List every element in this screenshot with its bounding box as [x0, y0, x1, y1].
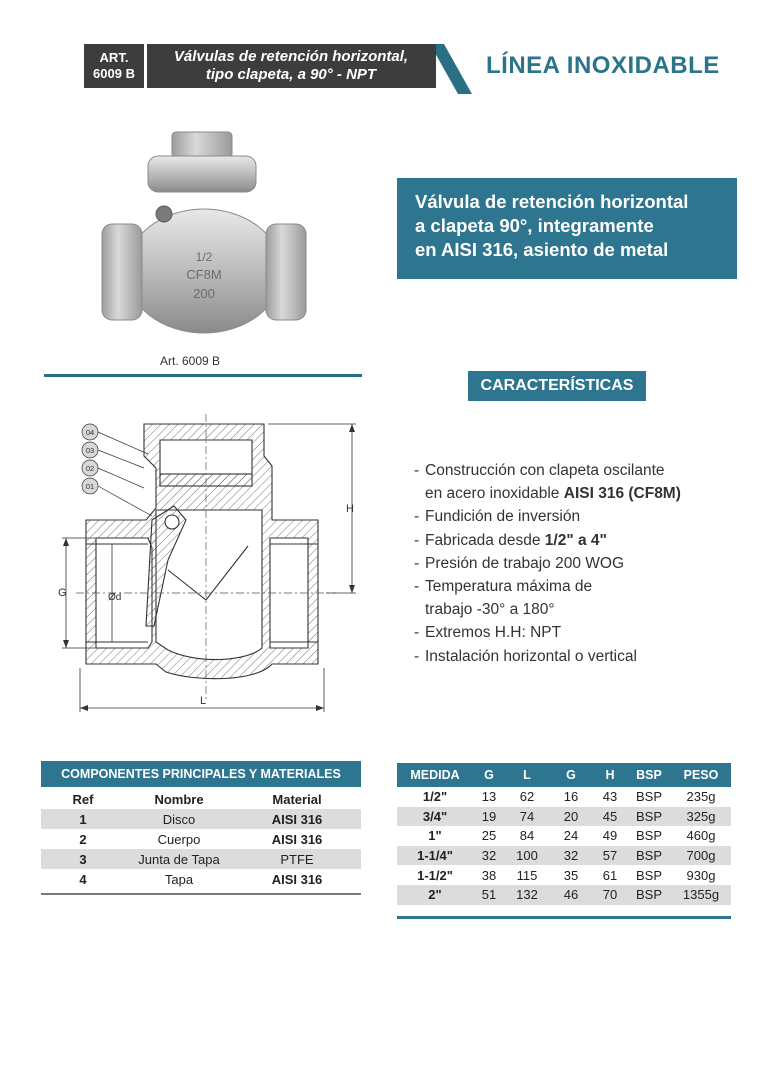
feature-dash: -	[414, 462, 420, 479]
art-label: ART.	[99, 50, 129, 65]
size-medida: 1-1/2"	[417, 867, 453, 883]
article-number-badge	[84, 44, 144, 88]
size-row	[397, 865, 731, 885]
size-cell: 84	[519, 828, 535, 844]
product-title-line1: Válvulas de retención horizontal,	[173, 48, 409, 65]
size-cell: BSP	[627, 807, 671, 827]
product-title-box	[147, 44, 435, 88]
component-ref: 2	[79, 831, 87, 847]
size-row	[397, 826, 731, 846]
size-cell: 24	[563, 828, 579, 844]
size-cell: 19	[473, 807, 505, 827]
col-h: H	[593, 763, 627, 787]
features-title: CARACTERÍSTICAS	[468, 371, 646, 401]
size-cell: 115	[516, 867, 538, 883]
feature-text: en acero inoxidable	[425, 485, 564, 503]
size-cell: 32	[549, 846, 593, 866]
components-bottom-rule	[41, 893, 361, 895]
sizes-header-row	[397, 763, 731, 787]
component-material: AISI 316	[233, 809, 361, 829]
col-ref: Ref	[72, 791, 94, 807]
component-ref: 4	[79, 871, 87, 887]
component-name: Cuerpo	[157, 831, 201, 847]
description-line1: Válvula de retención horizontal	[415, 191, 689, 212]
size-cell: 32	[473, 846, 505, 866]
size-cell: 20	[549, 807, 593, 827]
callout-01	[82, 478, 152, 516]
description-line3: en AISI 316, asiento de metal	[415, 239, 669, 260]
feature-item	[414, 645, 681, 668]
size-cell: BSP	[635, 867, 662, 883]
photo-text-material: CF8M	[186, 267, 222, 282]
size-row	[397, 787, 731, 807]
component-row	[41, 869, 361, 889]
feature-dash: -	[414, 624, 420, 642]
size-cell: 74	[505, 807, 549, 827]
col-material: Material	[272, 791, 322, 807]
size-cell: 61	[602, 867, 618, 883]
col-name: Nombre	[154, 791, 204, 807]
feature-bold-text: 1/2" a 4"	[544, 531, 607, 549]
size-cell: 51	[473, 885, 505, 905]
component-material: PTFE	[233, 849, 361, 869]
size-cell: 25	[481, 828, 497, 844]
feature-text: Presión de trabajo 200 WOG	[425, 554, 625, 572]
component-row	[41, 829, 361, 849]
feature-text: Construcción con clapeta oscilante	[425, 462, 665, 479]
size-medida: 2"	[397, 885, 473, 905]
feature-dash: -	[414, 578, 420, 596]
svg-text:01: 01	[85, 482, 95, 491]
photo-divider	[44, 374, 362, 377]
size-cell: 43	[602, 789, 618, 805]
components-title: COMPONENTES PRINCIPALES Y MATERIALES	[41, 761, 361, 787]
size-cell: 35	[563, 867, 579, 883]
feature-dash: -	[414, 508, 420, 526]
size-cell: 49	[602, 828, 618, 844]
size-cell: 57	[593, 846, 627, 866]
col-medida: MEDIDA	[397, 763, 473, 787]
size-cell: BSP	[635, 828, 662, 844]
component-name: Junta de Tapa	[125, 849, 233, 869]
component-ref: 3	[41, 849, 125, 869]
size-cell: 132	[505, 885, 549, 905]
feature-item	[414, 552, 681, 575]
size-cell: 930g	[686, 867, 716, 883]
technical-drawing	[56, 410, 376, 720]
feature-item	[414, 505, 681, 528]
art-number: 6009 B	[93, 66, 135, 81]
feature-text: Temperatura máxima de	[425, 578, 593, 596]
feature-text: Fabricada desde	[425, 531, 545, 549]
product-title-line2: tipo clapeta, a 90° - NPT	[205, 66, 377, 83]
size-row	[397, 807, 731, 827]
size-medida: 1"	[428, 828, 442, 844]
feature-text: Instalación horizontal o vertical	[425, 647, 637, 665]
size-cell: BSP	[627, 846, 671, 866]
size-cell: 45	[593, 807, 627, 827]
feature-item	[414, 459, 681, 482]
feature-dash: -	[414, 647, 420, 665]
svg-text:03: 03	[85, 446, 95, 455]
size-cell: 62	[519, 789, 535, 805]
component-name: Tapa	[164, 871, 194, 887]
component-name: Disco	[125, 809, 233, 829]
feature-bold-text: AISI 316 (CF8M)	[563, 485, 681, 503]
component-material: AISI 316	[271, 871, 323, 887]
size-cell: 700g	[671, 846, 731, 866]
size-medida: 1/2"	[422, 789, 448, 805]
dimension-g-label: G	[58, 587, 67, 599]
size-cell: BSP	[627, 885, 671, 905]
feature-text: Fundición de inversión	[425, 508, 581, 526]
size-cell: 460g	[686, 828, 716, 844]
size-cell: 235g	[686, 789, 716, 805]
component-ref: 1	[41, 809, 125, 829]
size-medida: 1-1/4"	[397, 846, 473, 866]
size-cell: 16	[563, 789, 579, 805]
valve-photo	[100, 126, 310, 348]
features-list	[414, 459, 681, 668]
col-l: L	[505, 763, 549, 787]
component-row	[41, 849, 361, 869]
feature-item	[414, 529, 681, 552]
dimension-d-label: Ød	[108, 592, 122, 603]
feature-item	[414, 621, 681, 644]
photo-caption: Art. 6009 B	[160, 354, 221, 368]
col-g2: G	[549, 763, 593, 787]
size-row	[397, 885, 731, 905]
description-box	[397, 178, 737, 279]
size-cell: 13	[481, 789, 497, 805]
size-medida: 3/4"	[397, 807, 473, 827]
photo-text-pressure: 200	[193, 286, 215, 301]
photo-text-size: 1/2	[195, 250, 213, 264]
dimension-h-label: H	[346, 503, 354, 515]
size-cell: 325g	[671, 807, 731, 827]
header-wedge-decoration	[430, 44, 474, 94]
col-g: G	[473, 763, 505, 787]
sizes-table	[397, 763, 731, 905]
feature-text: Extremos H.H: NPT	[425, 624, 562, 642]
size-cell: 100	[505, 846, 549, 866]
sizes-bottom-rule	[397, 916, 731, 919]
size-cell: 70	[593, 885, 627, 905]
svg-text:02: 02	[85, 464, 95, 473]
size-cell: 38	[481, 867, 497, 883]
size-cell: 1355g	[671, 885, 731, 905]
feature-item	[414, 575, 681, 598]
component-material: AISI 316	[271, 831, 323, 847]
feature-item	[414, 482, 681, 505]
col-bsp: BSP	[627, 763, 671, 787]
size-cell: 46	[549, 885, 593, 905]
size-row	[397, 846, 731, 866]
feature-item	[414, 598, 681, 621]
components-header-row	[41, 789, 361, 809]
feature-dash: -	[414, 531, 420, 549]
component-row	[41, 809, 361, 829]
dimension-l-label: L	[200, 695, 207, 707]
feature-dash: -	[414, 554, 420, 572]
col-peso: PESO	[671, 763, 731, 787]
product-line-title: LÍNEA INOXIDABLE	[486, 52, 720, 79]
feature-text: trabajo -30° a 180°	[425, 601, 555, 619]
description-line2: a clapeta 90°, integramente	[415, 215, 654, 236]
svg-text:04: 04	[85, 428, 95, 437]
size-cell: BSP	[635, 789, 662, 805]
components-table	[41, 789, 361, 889]
